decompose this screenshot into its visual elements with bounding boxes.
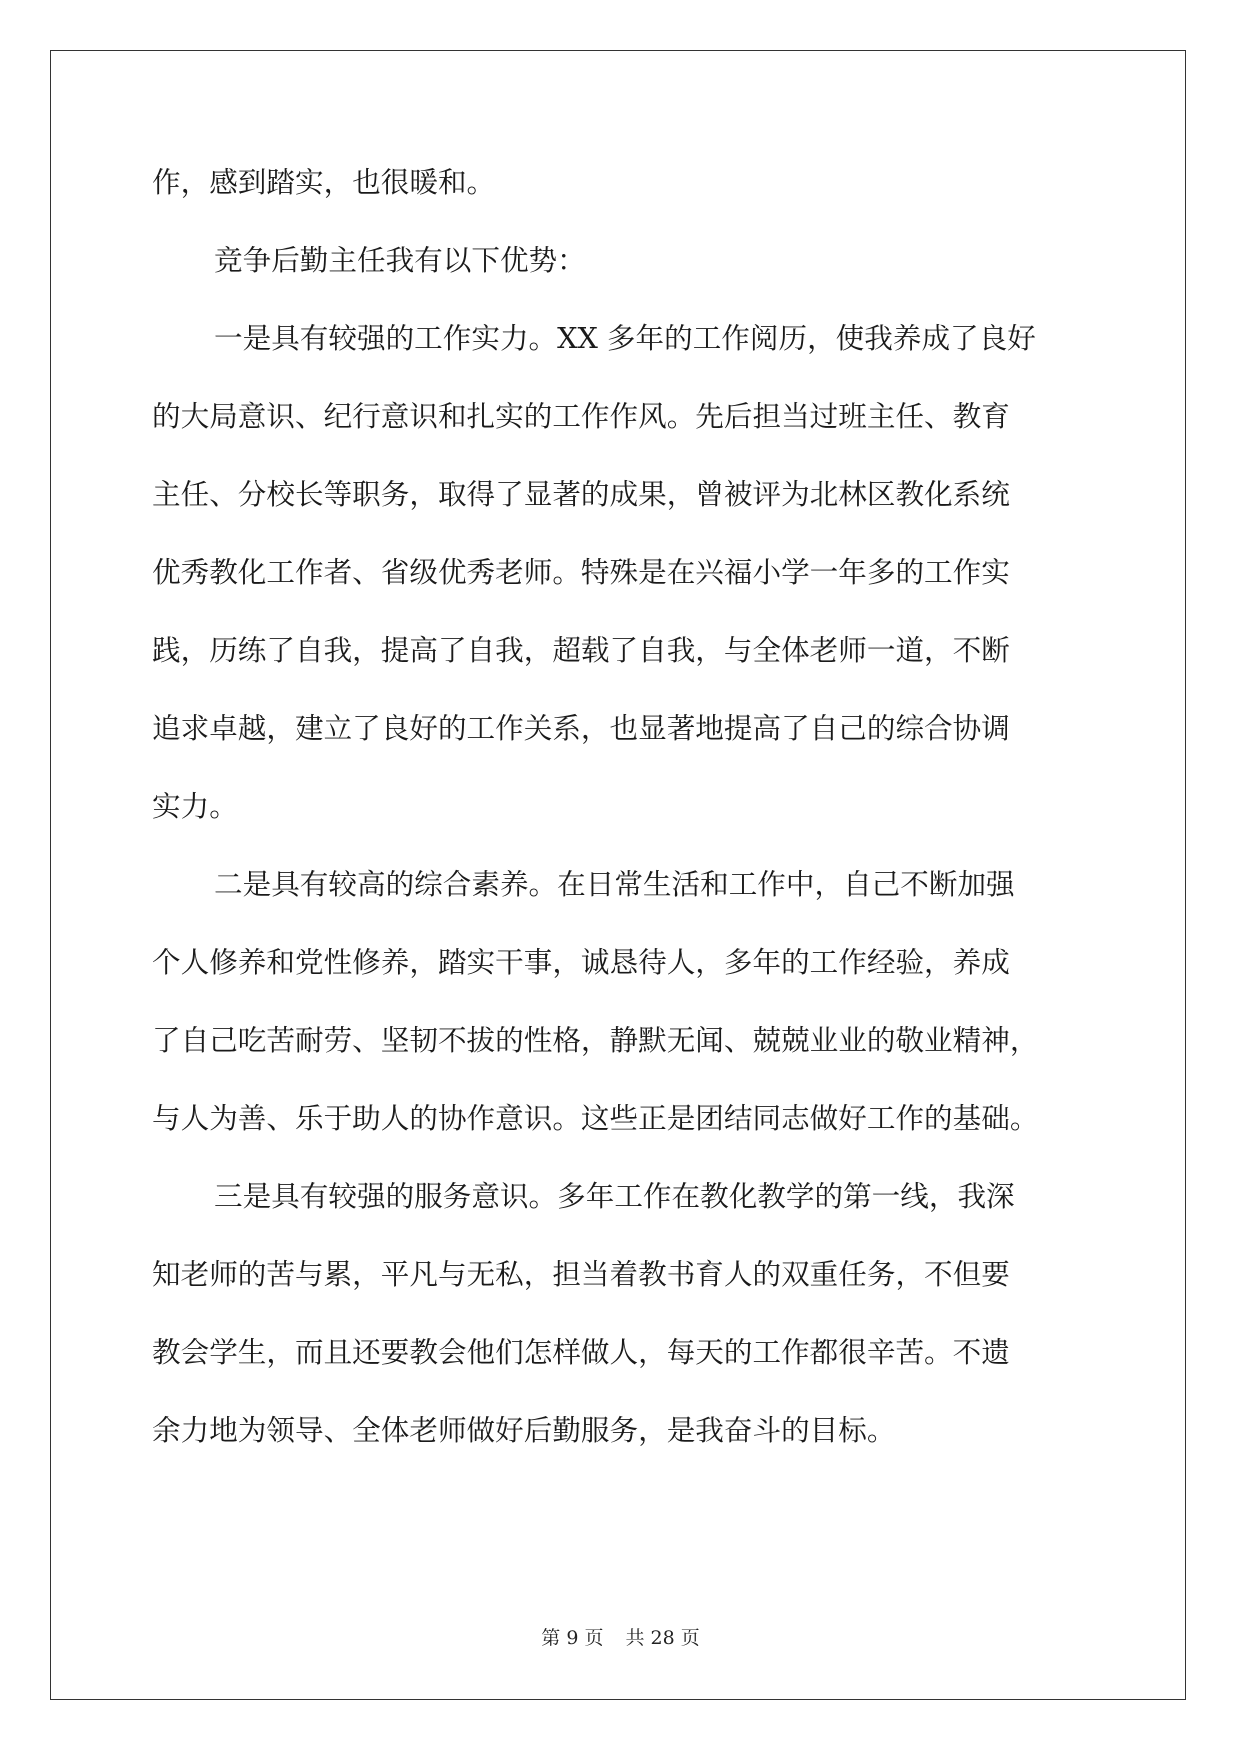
text-line: 了自己吃苦耐劳、坚韧不拔的性格，静默无闻、兢兢业业的敬业精神， (152, 1023, 1039, 1057)
page-number: 第 9 页 (541, 1627, 604, 1649)
text-line: 的大局意识、纪行意识和扎实的工作作风。先后担当过班主任、教育 (152, 399, 1010, 433)
paragraph-start-line: 二是具有较高的综合素养。在日常生活和工作中，自己不断加强 (214, 867, 1015, 901)
page-footer (0, 1624, 1241, 1652)
paragraph-start-line: 三是具有较强的服务意识。多年工作在教化教学的第一线，我深 (214, 1179, 1015, 1213)
text-line: 个人修养和党性修养，踏实干事，诚恳待人，多年的工作经验，养成 (152, 945, 1010, 979)
text-line: 追求卓越，建立了良好的工作关系，也显著地提高了自己的综合协调 (152, 711, 1010, 745)
text-line: 主任、分校长等职务，取得了显著的成果，曾被评为北林区教化系统 (152, 477, 1010, 511)
text-line: 教会学生，而且还要教会他们怎样做人，每天的工作都很辛苦。不遗 (152, 1335, 1010, 1369)
page-total: 共 28 页 (625, 1627, 700, 1649)
text-line: 践，历练了自我，提高了自我，超载了自我，与全体老师一道，不断 (152, 633, 1010, 667)
text-line: 知老师的苦与累，平凡与无私，担当着教书育人的双重任务，不但要 (152, 1257, 1010, 1291)
text-line: 实力。 (152, 789, 238, 823)
text-line: 与人为善、乐于助人的协作意识。这些正是团结同志做好工作的基础。 (152, 1101, 1039, 1135)
text-line: 作，感到踏实，也很暖和。 (152, 165, 496, 199)
paragraph-start-line: 一是具有较强的工作实力。XX 多年的工作阅历，使我养成了良好 (214, 321, 1036, 355)
paragraph-start-line: 竞争后勤主任我有以下优势： (214, 243, 586, 277)
text-line: 余力地为领导、全体老师做好后勤服务，是我奋斗的目标。 (152, 1413, 896, 1447)
text-line: 优秀教化工作者、省级优秀老师。特殊是在兴福小学一年多的工作实 (152, 555, 1010, 589)
